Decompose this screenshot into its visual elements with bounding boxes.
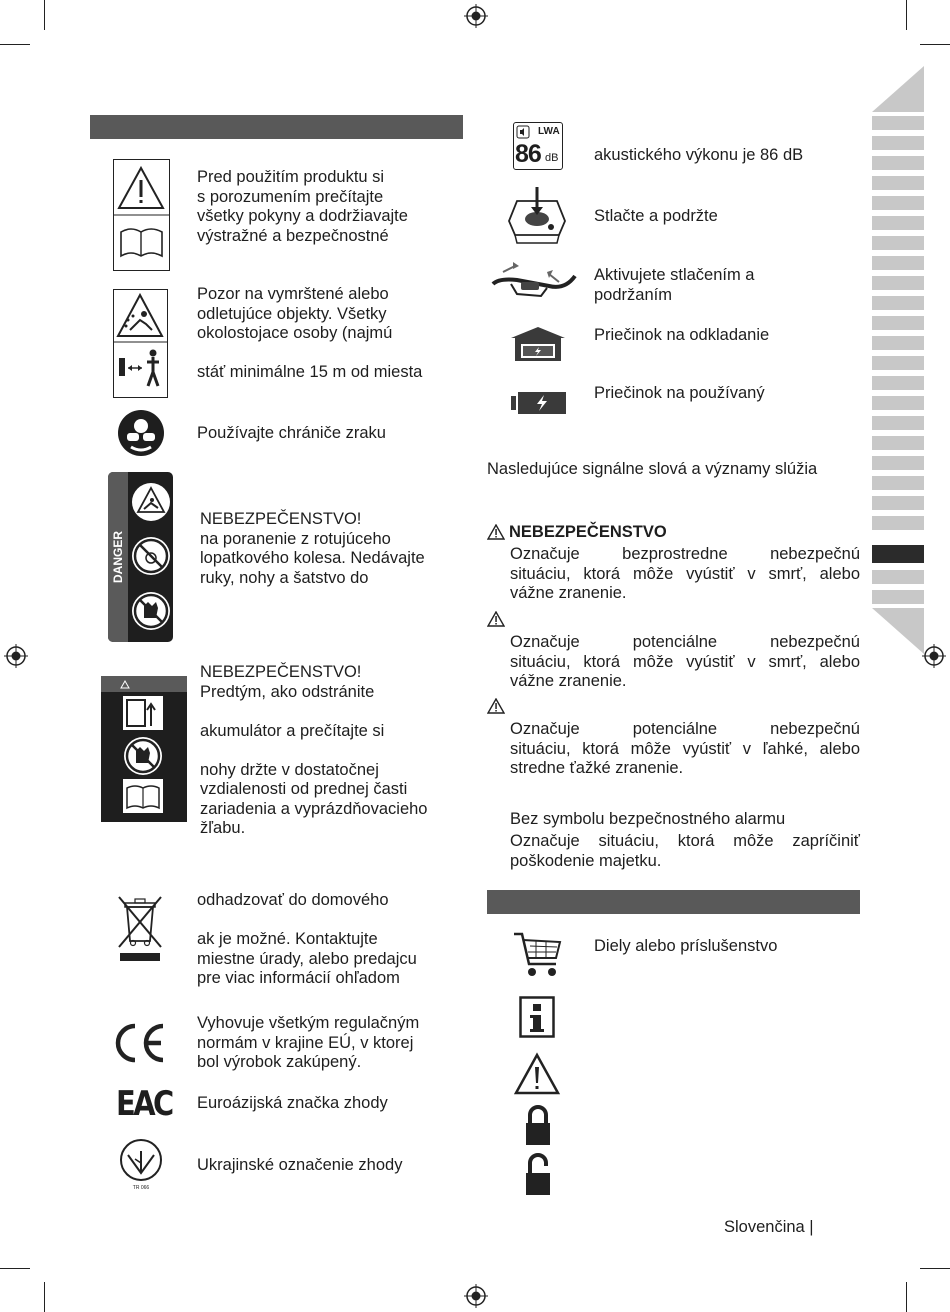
text-line: Používajte chrániče zraku: [197, 424, 386, 442]
text-line: výstražné a bezpečnostné: [197, 226, 389, 245]
text-line: vážne zranenie.: [510, 672, 627, 690]
text-line: stredne ťažké zranenie.: [510, 759, 684, 777]
text-line: pre viac informácií ohľadom: [197, 969, 400, 987]
text-line: Nasledujúce signálne slová a významy slúžia: [487, 460, 818, 478]
text-line: Diely alebo príslušenstvo: [594, 937, 778, 955]
registration-mark-icon: [4, 644, 28, 668]
language-tab[interactable]: [872, 316, 924, 330]
alert-triangle-icon: [487, 524, 505, 540]
text-line: Priečinok na používaný: [594, 384, 765, 402]
language-tab[interactable]: [872, 136, 924, 150]
crop-mark: [44, 0, 45, 30]
crop-mark: [906, 0, 907, 30]
text-line: na poranenie z rotujúceho: [200, 529, 391, 548]
danger-label-2: [101, 676, 187, 822]
text-line: Vyhovuje všetkým regulačným: [197, 1014, 420, 1032]
text-line: vážne zranenie.: [510, 584, 627, 602]
text-line: situáciu, ktorá môže vyústiť v ľahké, alebo: [510, 739, 860, 758]
text-line: Označuje situáciu, ktorá môže zapríčiniť: [510, 832, 860, 850]
eye-protection-icon: [117, 409, 165, 457]
text-line: Aktivujete stlačením a: [594, 266, 755, 284]
text-line: stáť minimálne 15 m od miesta: [197, 363, 423, 381]
text-line: situáciu, ktorá môže vyústiť v smrť, alebo: [510, 652, 860, 671]
unlock-icon: [524, 1152, 552, 1196]
text-line: odletujúce objekty. Všetky: [197, 304, 387, 323]
section-header-bar: [487, 890, 860, 914]
paragraph: [510, 633, 860, 692]
language-tab[interactable]: [872, 416, 924, 430]
text-line: bol výrobok zakúpený.: [197, 1053, 362, 1071]
text-line: lopatkového kolesa. Nedávajte: [200, 549, 425, 567]
lock-icon: [524, 1104, 552, 1146]
text-line: odhadzovať do domového: [197, 891, 389, 909]
text-line: NEBEZPEČENSTVO!: [200, 663, 362, 681]
sound-power-icon: [513, 122, 563, 170]
language-tab[interactable]: [872, 590, 924, 604]
registration-mark-icon: [464, 1284, 488, 1308]
paragraph: [510, 832, 860, 871]
language-tab[interactable]: [872, 376, 924, 390]
text-line: Označuje bezprostredne nebezpečnú: [510, 545, 860, 563]
crossed-bin-icon: [115, 893, 165, 963]
text-line: všetky pokyny a dodržiavajte: [197, 207, 408, 225]
page-footer-language: Slovenčina |: [724, 1218, 814, 1236]
text-line: žľabu.: [200, 819, 246, 837]
language-tab[interactable]: [872, 570, 924, 584]
language-tab-active[interactable]: [872, 545, 924, 563]
lwa-unit: dB: [545, 152, 559, 164]
text-line: Označuje potenciálne nebezpečnú: [510, 633, 860, 651]
signal-word-danger: NEBEZPEČENSTVO: [509, 523, 667, 541]
crop-mark: [906, 1282, 907, 1312]
text-line: Priečinok na odkladanie: [594, 326, 770, 344]
ukrainian-mark-code: TR 066: [132, 1185, 150, 1191]
text-line: Pred použitím produktu si: [197, 168, 385, 186]
text-line: okolostojace osoby (najmú: [197, 324, 393, 342]
crop-mark: [920, 44, 950, 45]
language-tab[interactable]: [872, 176, 924, 190]
info-icon: [519, 996, 555, 1038]
lwa-label: LWA: [538, 126, 560, 137]
language-tab[interactable]: [872, 236, 924, 250]
alert-triangle-icon: [487, 611, 505, 627]
text-line: podržaním: [594, 285, 672, 304]
text-line: Pozor na vymrštené alebo: [197, 285, 389, 303]
battery-storage-icon: [509, 326, 567, 362]
language-tab[interactable]: [872, 276, 924, 290]
crop-mark: [920, 1268, 950, 1269]
language-tab[interactable]: [872, 296, 924, 310]
language-tab[interactable]: [872, 396, 924, 410]
text-line: Bez symbolu bezpečnostného alarmu: [510, 810, 786, 828]
text-line: ak je možné. Kontaktujte: [197, 930, 378, 948]
text-line: ruky, nohy a šatstvo do: [200, 568, 369, 587]
warning-triangle-icon: [513, 1052, 561, 1096]
tab-corner: [872, 66, 924, 112]
language-tab[interactable]: [872, 196, 924, 210]
danger-label-text: DANGER: [111, 531, 125, 584]
language-tab[interactable]: [872, 496, 924, 510]
text-line: nohy držte v dostatočnej: [200, 760, 379, 779]
shopping-cart-icon: [512, 930, 562, 980]
language-tab[interactable]: [872, 336, 924, 350]
alert-triangle-icon: [487, 698, 505, 714]
ce-mark-icon: [111, 1022, 169, 1064]
text-line: miestne úrady, alebo predajcu: [197, 949, 417, 968]
registration-mark-icon: [464, 4, 488, 28]
paragraph: [510, 720, 860, 779]
language-tab[interactable]: [872, 456, 924, 470]
language-tab[interactable]: [872, 516, 924, 530]
text-line: vzdialenosti od prednej časti: [200, 780, 408, 798]
text-line: akumulátor a prečítajte si: [200, 721, 385, 740]
text-line: akustického výkonu je 86 dB: [594, 146, 804, 164]
text-line: NEBEZPEČENSTVO!: [200, 510, 362, 528]
text-line: Predtým, ako odstránite: [200, 682, 375, 701]
battery-in-use-icon: [511, 391, 567, 415]
eac-mark-icon: EAC: [116, 1084, 172, 1124]
lwa-value: 86: [515, 140, 541, 168]
registration-mark-icon: [922, 644, 946, 668]
crop-mark: [0, 44, 30, 45]
text-line: Označuje potenciálne nebezpečnú: [510, 720, 860, 738]
text-line: Euroázijská značka zhody: [197, 1094, 388, 1112]
language-tab[interactable]: [872, 436, 924, 450]
section-header-bar: [90, 115, 463, 139]
text-line: zariadenia a vyprázdňovacieho: [200, 799, 428, 818]
tab-corner: [872, 608, 924, 654]
text-line: situáciu, ktorá môže vyústiť v smrť, alebo: [510, 564, 860, 583]
crop-mark: [44, 1282, 45, 1312]
handle-activate-icon: [489, 258, 579, 304]
language-tab[interactable]: [872, 216, 924, 230]
text-line: Ukrajinské označenie zhody: [197, 1156, 403, 1174]
paragraph: [510, 545, 860, 604]
language-tab[interactable]: [872, 356, 924, 370]
language-tab[interactable]: [872, 256, 924, 270]
text-line: normám v krajine EÚ, v ktorej: [197, 1033, 414, 1052]
language-tab[interactable]: [872, 116, 924, 130]
crop-mark: [0, 1268, 30, 1269]
warning-manual-icon: [113, 159, 170, 271]
text-line: poškodenie majetku.: [510, 851, 662, 870]
thrown-objects-icon: [113, 289, 168, 398]
language-tab[interactable]: [872, 476, 924, 490]
danger-label-1: [108, 472, 173, 642]
text-line: s porozumením prečítajte: [197, 187, 384, 206]
text-line: Stlačte a podržte: [594, 207, 718, 225]
language-tab[interactable]: [872, 156, 924, 170]
press-hold-icon: [503, 183, 571, 249]
